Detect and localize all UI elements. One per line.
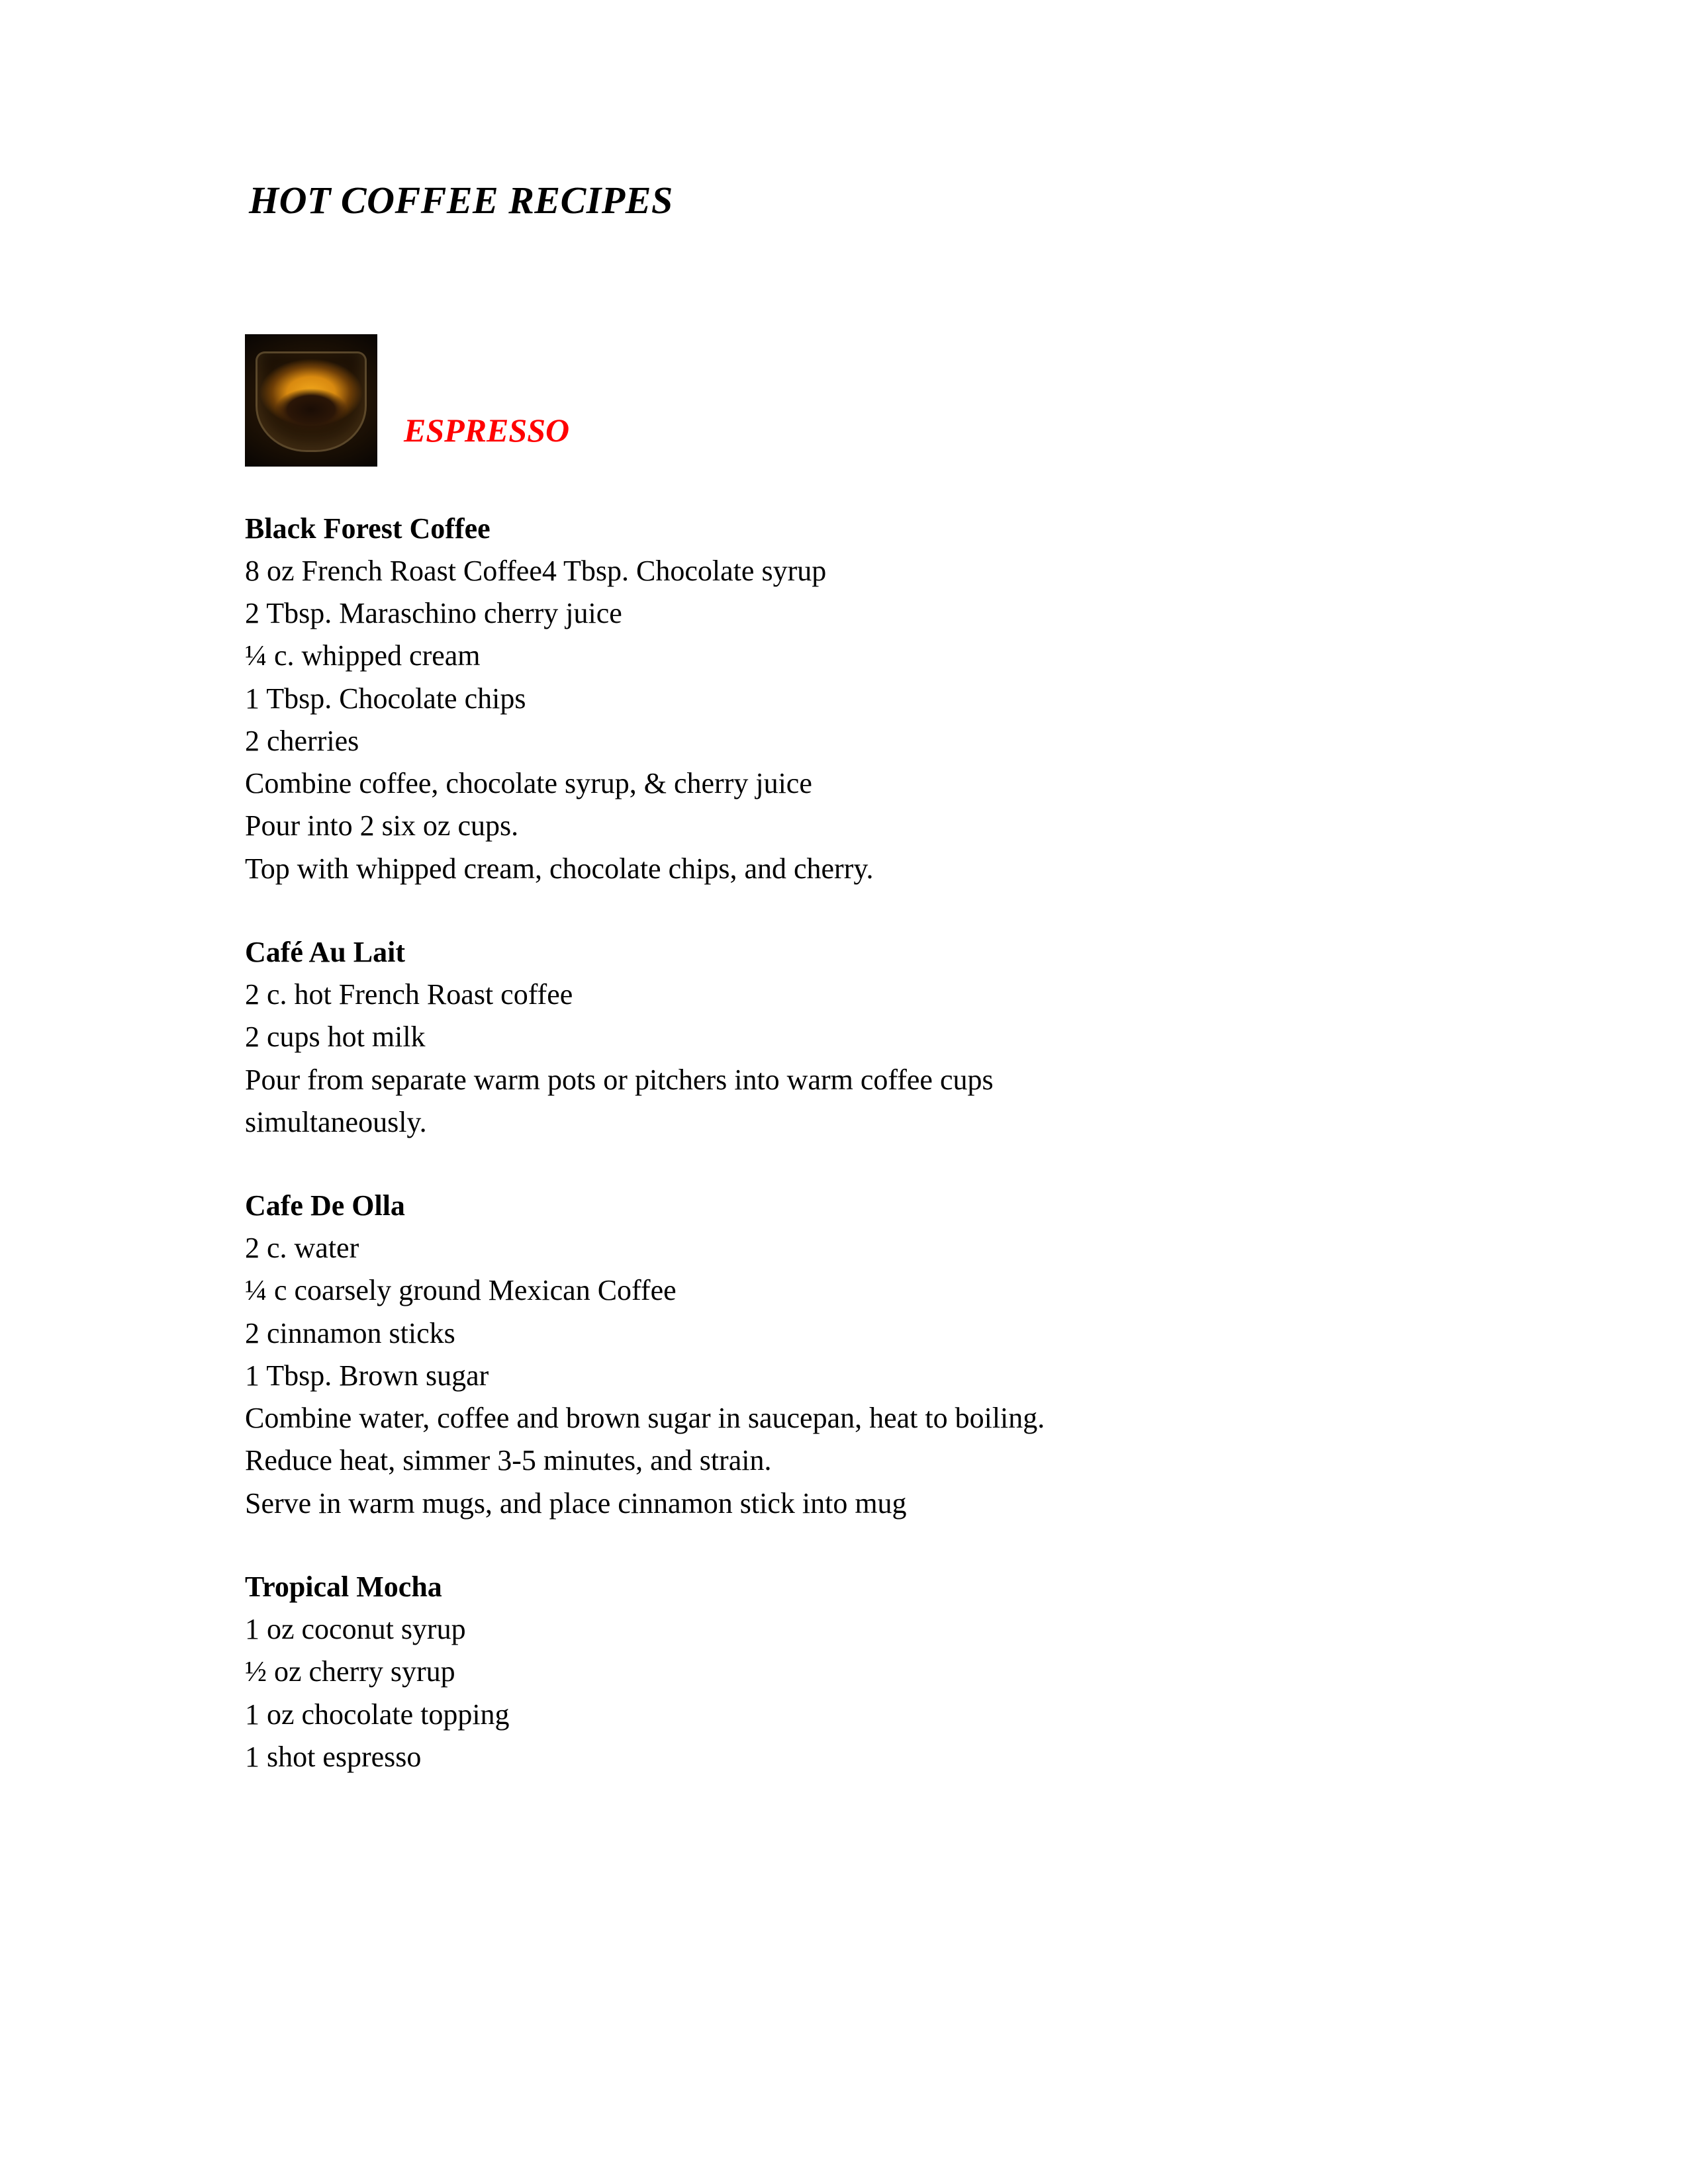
- recipe-line: simultaneously.: [245, 1105, 427, 1138]
- page-title: HOT COFFEE RECIPES: [249, 179, 673, 222]
- recipe-line: 2 cups hot milk: [245, 1021, 426, 1054]
- recipe-block: [245, 1185, 1470, 1525]
- recipe-line: 1 Tbsp. Brown sugar: [245, 1359, 489, 1392]
- recipe-line: 1 oz chocolate topping: [245, 1698, 510, 1731]
- recipe-line: ½ oz cherry syrup: [245, 1655, 455, 1688]
- recipe-line: 2 c. hot French Roast coffee: [245, 978, 573, 1011]
- recipe-line: Combine water, coffee and brown sugar in saucepan, heat to boiling.: [245, 1402, 1045, 1435]
- espresso-section-header: [245, 334, 1470, 467]
- recipe-line: 2 cinnamon sticks: [245, 1316, 455, 1349]
- recipe-line: 2 Tbsp. Maraschino cherry juice: [245, 597, 622, 630]
- espresso-section-label: ESPRESSO: [404, 411, 570, 449]
- recipe-line: Combine coffee, chocolate syrup, & cherry juice: [245, 767, 812, 800]
- recipe-line: 1 shot espresso: [245, 1740, 422, 1773]
- espresso-cup-photo: [245, 334, 377, 467]
- recipe-title: Tropical Mocha: [245, 1570, 442, 1603]
- recipe-line: ¼ c. whipped cream: [245, 639, 481, 672]
- recipe-line: 2 c. water: [245, 1232, 359, 1265]
- recipe-line: Top with whipped cream, chocolate chips, and cherry.: [245, 852, 874, 885]
- recipe-line: ¼ c coarsely ground Mexican Coffee: [245, 1274, 677, 1307]
- recipe-line: 8 oz French Roast Coffee4 Tbsp. Chocolate syrup: [245, 554, 827, 587]
- recipe-line: Pour from separate warm pots or pitchers into warm coffee cups: [245, 1063, 994, 1096]
- recipe-line: Serve in warm mugs, and place cinnamon stick into mug: [245, 1486, 907, 1520]
- document-body: [245, 179, 1470, 1778]
- recipe-line: Reduce heat, simmer 3-5 minutes, and strain.: [245, 1444, 772, 1477]
- recipe-line: 1 Tbsp. Chocolate chips: [245, 682, 526, 715]
- recipe-line: 2 cherries: [245, 724, 359, 757]
- recipe-title: Black Forest Coffee: [245, 512, 491, 545]
- recipe-block: [245, 1566, 1470, 1778]
- recipe-block: [245, 931, 1470, 1144]
- recipe-title: Cafe De Olla: [245, 1189, 405, 1222]
- recipe-line: 1 oz coconut syrup: [245, 1613, 466, 1646]
- recipe-title: Café Au Lait: [245, 935, 405, 968]
- recipe-line: Pour into 2 six oz cups.: [245, 809, 519, 842]
- recipe-block: [245, 508, 1470, 890]
